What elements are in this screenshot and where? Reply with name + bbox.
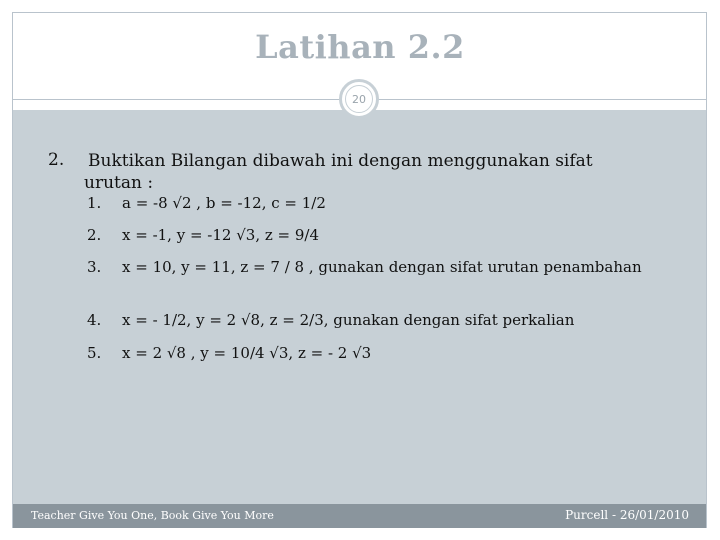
footer-bar — [13, 504, 706, 528]
question-number: 2. — [48, 150, 65, 170]
item-number: 4. — [87, 311, 102, 329]
question-text — [84, 150, 648, 194]
item-number: 1. — [87, 194, 102, 212]
item-number: 5. — [87, 344, 102, 362]
item-text: x = - 1/2, y = 2 √8, z = 2/3, gunakan dengan sifat perkalian — [122, 311, 575, 329]
footer-slogan: Teacher Give You One, Book Give You More — [31, 509, 274, 522]
item-text: x = -1, y = -12 √3, z = 9/4 — [122, 226, 319, 244]
item-number: 3. — [87, 258, 102, 276]
item-text: x = 2 √8 , y = 10/4 √3, z = - 2 √3 — [122, 344, 372, 362]
page-number-badge — [339, 79, 379, 119]
footer-author-date: Purcell - 26/01/2010 — [565, 508, 689, 522]
question-line-1: Buktikan Bilangan dibawah ini dengan menggunakan sifat — [88, 151, 593, 171]
item-text: x = 10, y = 11, z = 7 / 8 , gunakan dengan sifat urutan penambahan — [122, 258, 642, 276]
item-number: 2. — [87, 226, 102, 244]
item-text: a = -8 √2 , b = -12, c = 1/2 — [122, 194, 326, 212]
slide-title: Latihan 2.2 — [255, 28, 465, 66]
question-line-2: urutan : — [84, 173, 154, 193]
page-number: 20 — [345, 85, 373, 113]
